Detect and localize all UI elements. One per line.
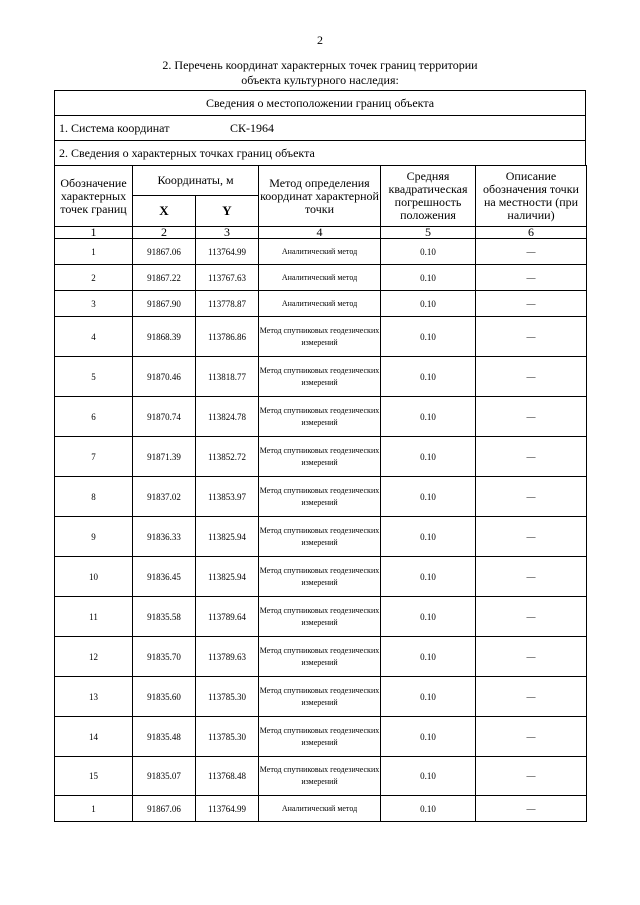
x-coordinate-cell: 91868.39	[133, 317, 196, 357]
column-number: 1	[55, 227, 133, 239]
table-row	[55, 265, 587, 291]
method-cell: Метод спутниковых геодезических измерений	[259, 557, 381, 597]
error-cell: 0.10	[381, 757, 476, 796]
y-coordinate-cell: 113853.97	[196, 477, 259, 517]
table-row	[55, 637, 587, 677]
method-cell: Метод спутниковых геодезических измерений	[259, 517, 381, 557]
x-coordinate-cell: 91835.60	[133, 677, 196, 717]
point-number-cell: 8	[55, 477, 133, 517]
table-row	[55, 677, 587, 717]
method-cell: Метод спутниковых геодезических измерений	[259, 637, 381, 677]
column-number: 4	[259, 227, 381, 239]
point-number-cell: 13	[55, 677, 133, 717]
column-number: 5	[381, 227, 476, 239]
y-coordinate-cell: 113786.86	[196, 317, 259, 357]
table-row	[55, 397, 587, 437]
x-coordinate-cell: 91836.33	[133, 517, 196, 557]
heading-line-1: 2. Перечень координат характерных точек границ территории	[162, 58, 478, 72]
column-number: 3	[196, 227, 259, 239]
x-coordinate-cell: 91867.06	[133, 239, 196, 265]
y-coordinate-cell: 113789.63	[196, 637, 259, 677]
method-cell: Метод спутниковых геодезических измерений	[259, 677, 381, 717]
table-row	[55, 557, 587, 597]
method-cell: Метод спутниковых геодезических измерений	[259, 597, 381, 637]
header-y: Y	[196, 196, 259, 227]
error-cell: 0.10	[381, 517, 476, 557]
x-coordinate-cell: 91867.90	[133, 291, 196, 317]
description-cell: —	[476, 557, 587, 597]
x-coordinate-cell: 91835.70	[133, 637, 196, 677]
heading-line-2: объекта культурного наследия:	[241, 73, 399, 87]
x-coordinate-cell: 91870.74	[133, 397, 196, 437]
header-description: Описание обозначения точки на местности (при наличии)	[476, 166, 587, 227]
header-coordinates: Координаты, м	[133, 166, 259, 196]
y-coordinate-cell: 113768.48	[196, 757, 259, 796]
y-coordinate-cell: 113764.99	[196, 796, 259, 822]
header-x: X	[133, 196, 196, 227]
header-designation: Обозначение характерных точек границ	[55, 166, 133, 227]
y-coordinate-cell: 113764.99	[196, 239, 259, 265]
point-number-cell: 6	[55, 397, 133, 437]
table-row	[55, 291, 587, 317]
table-row	[55, 597, 587, 637]
point-number-cell: 12	[55, 637, 133, 677]
point-number-cell: 1	[55, 239, 133, 265]
point-number-cell: 11	[55, 597, 133, 637]
column-number: 6	[476, 227, 587, 239]
point-number-cell: 7	[55, 437, 133, 477]
description-cell: —	[476, 477, 587, 517]
point-number-cell: 5	[55, 357, 133, 397]
description-cell: —	[476, 437, 587, 477]
coordinate-system-label: 1. Система координат	[59, 121, 170, 135]
x-coordinate-cell: 91870.46	[133, 357, 196, 397]
points-info-title: 2. Сведения о характерных точках границ объекта	[54, 140, 586, 166]
table-row	[55, 357, 587, 397]
method-cell: Аналитический метод	[259, 291, 381, 317]
point-number-cell: 4	[55, 317, 133, 357]
table-row	[55, 477, 587, 517]
description-cell: —	[476, 597, 587, 637]
table-row	[55, 437, 587, 477]
method-cell: Метод спутниковых геодезических измерений	[259, 757, 381, 796]
x-coordinate-cell: 91835.58	[133, 597, 196, 637]
y-coordinate-cell: 113778.87	[196, 291, 259, 317]
point-number-cell: 3	[55, 291, 133, 317]
description-cell: —	[476, 796, 587, 822]
point-number-cell: 9	[55, 517, 133, 557]
x-coordinate-cell: 91871.39	[133, 437, 196, 477]
coordinate-system-row	[54, 115, 586, 141]
y-coordinate-cell: 113825.94	[196, 557, 259, 597]
error-cell: 0.10	[381, 317, 476, 357]
x-coordinate-cell: 91835.48	[133, 717, 196, 757]
y-coordinate-cell: 113852.72	[196, 437, 259, 477]
error-cell: 0.10	[381, 597, 476, 637]
error-cell: 0.10	[381, 397, 476, 437]
table-row	[55, 517, 587, 557]
y-coordinate-cell: 113785.30	[196, 717, 259, 757]
error-cell: 0.10	[381, 291, 476, 317]
error-cell: 0.10	[381, 796, 476, 822]
column-number: 2	[133, 227, 196, 239]
x-coordinate-cell: 91837.02	[133, 477, 196, 517]
header-method: Метод определения координат характерной точки	[259, 166, 381, 227]
method-cell: Метод спутниковых геодезических измерений	[259, 717, 381, 757]
error-cell: 0.10	[381, 637, 476, 677]
column-numbers-row	[55, 227, 587, 239]
page-number: 2	[317, 33, 323, 47]
point-number-cell: 10	[55, 557, 133, 597]
error-cell: 0.10	[381, 477, 476, 517]
x-coordinate-cell: 91867.06	[133, 796, 196, 822]
table-row	[55, 239, 587, 265]
description-cell: —	[476, 317, 587, 357]
table-row	[55, 796, 587, 822]
method-cell: Аналитический метод	[259, 239, 381, 265]
description-cell: —	[476, 291, 587, 317]
method-cell: Метод спутниковых геодезических измерений	[259, 317, 381, 357]
x-coordinate-cell: 91835.07	[133, 757, 196, 796]
boundary-points-table	[54, 165, 587, 822]
location-info-title: Сведения о местоположении границ объекта	[54, 90, 586, 116]
y-coordinate-cell: 113825.94	[196, 517, 259, 557]
error-cell: 0.10	[381, 265, 476, 291]
description-cell: —	[476, 357, 587, 397]
x-coordinate-cell: 91836.45	[133, 557, 196, 597]
error-cell: 0.10	[381, 557, 476, 597]
table-row	[55, 317, 587, 357]
table-row	[55, 717, 587, 757]
method-cell: Метод спутниковых геодезических измерений	[259, 397, 381, 437]
x-coordinate-cell: 91867.22	[133, 265, 196, 291]
y-coordinate-cell: 113789.64	[196, 597, 259, 637]
error-cell: 0.10	[381, 717, 476, 757]
description-cell: —	[476, 517, 587, 557]
header-error: Средняя квадратическая погрешность положения	[381, 166, 476, 227]
y-coordinate-cell: 113767.63	[196, 265, 259, 291]
description-cell: —	[476, 717, 587, 757]
method-cell: Аналитический метод	[259, 265, 381, 291]
description-cell: —	[476, 637, 587, 677]
error-cell: 0.10	[381, 677, 476, 717]
description-cell: —	[476, 677, 587, 717]
method-cell: Метод спутниковых геодезических измерений	[259, 357, 381, 397]
y-coordinate-cell: 113785.30	[196, 677, 259, 717]
description-cell: —	[476, 397, 587, 437]
document-heading	[110, 58, 530, 88]
table-row	[55, 757, 587, 796]
error-cell: 0.10	[381, 357, 476, 397]
point-number-cell: 2	[55, 265, 133, 291]
method-cell: Аналитический метод	[259, 796, 381, 822]
description-cell: —	[476, 265, 587, 291]
coordinate-system-value: СК-1964	[230, 121, 275, 135]
error-cell: 0.10	[381, 437, 476, 477]
point-number-cell: 14	[55, 717, 133, 757]
method-cell: Метод спутниковых геодезических измерений	[259, 437, 381, 477]
y-coordinate-cell: 113824.78	[196, 397, 259, 437]
y-coordinate-cell: 113818.77	[196, 357, 259, 397]
point-number-cell: 1	[55, 796, 133, 822]
method-cell: Метод спутниковых геодезических измерений	[259, 477, 381, 517]
point-number-cell: 15	[55, 757, 133, 796]
error-cell: 0.10	[381, 239, 476, 265]
description-cell: —	[476, 239, 587, 265]
description-cell: —	[476, 757, 587, 796]
